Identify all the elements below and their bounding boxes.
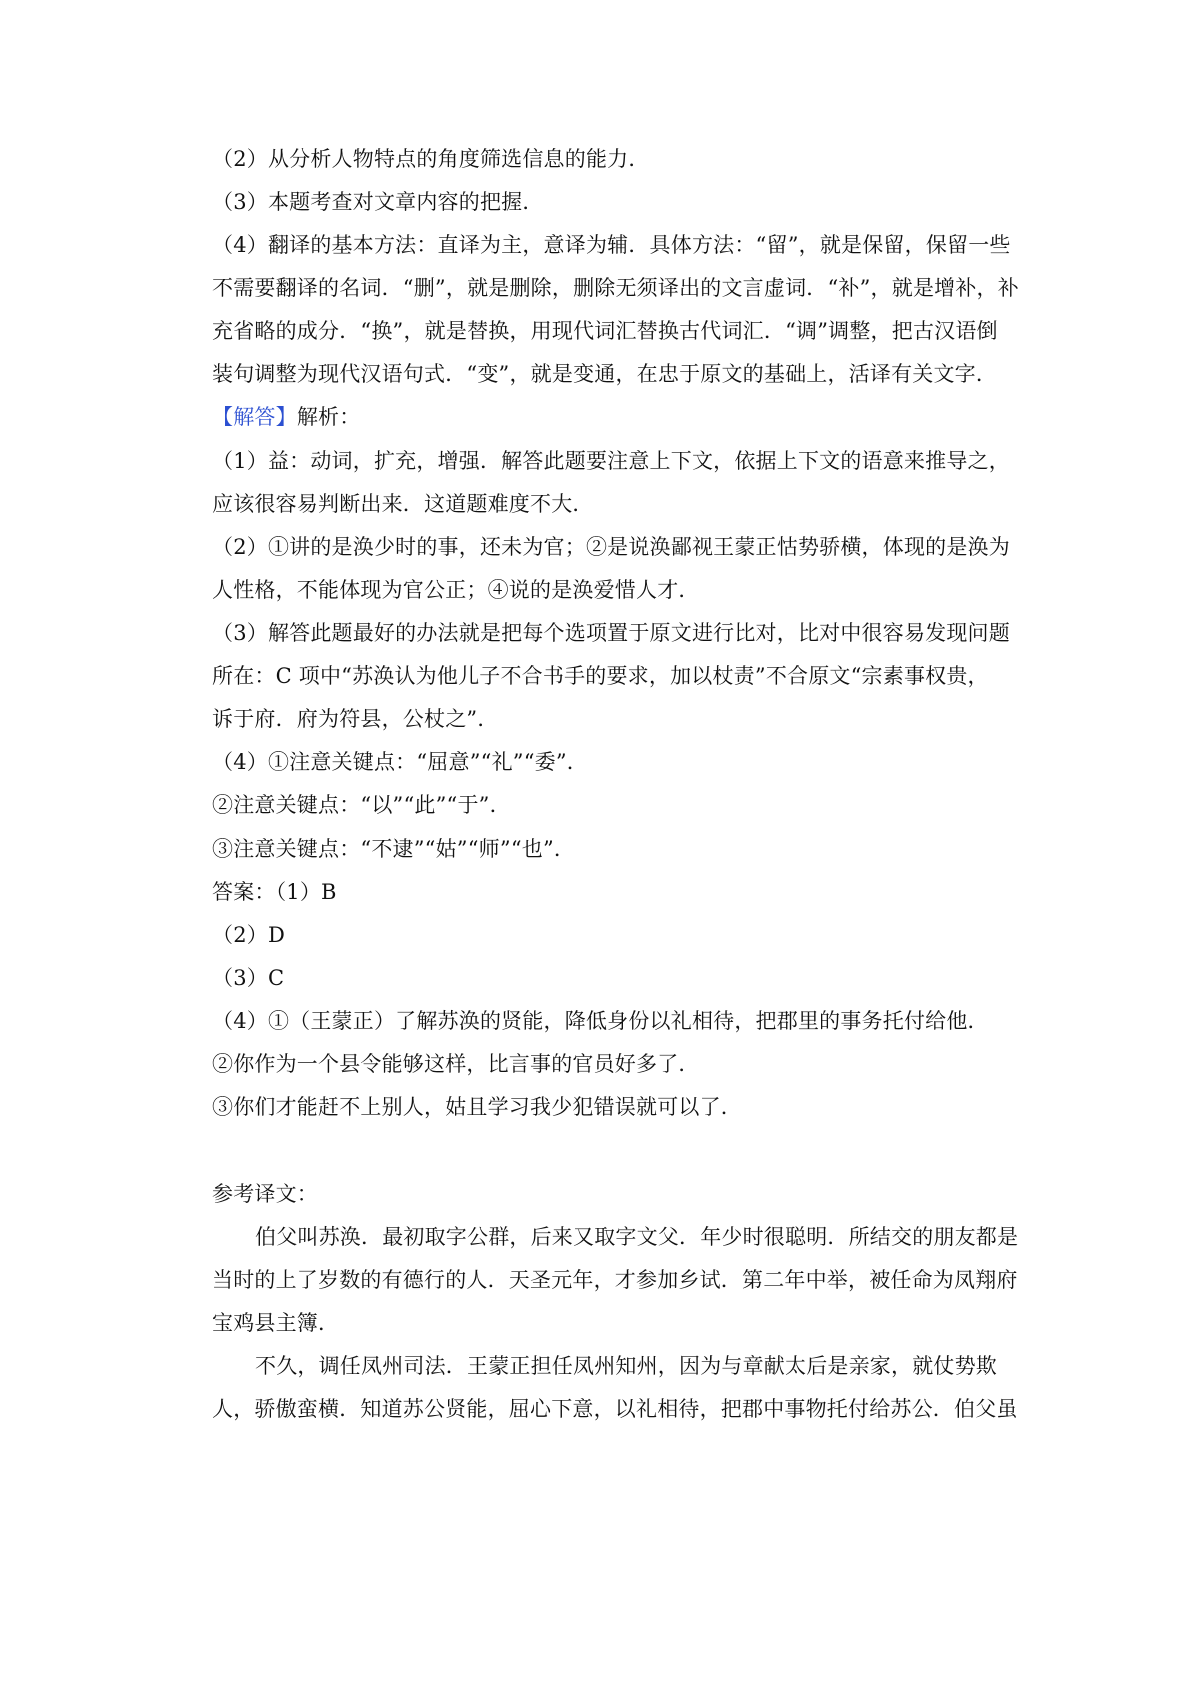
final-answer-4-line: ②你作为一个县令能够这样，比言事的官员好多了． [212, 1052, 700, 1076]
analysis-item-4-line: 充省略的成分．“换”，就是替换，用现代词汇替换古代词汇．“调”调整，把古汉语倒 [212, 319, 998, 343]
answer-p4-line: （4）①注意关键点：“屈意”“礼”“委”． [212, 750, 588, 774]
translation-para2-line: 人，骄傲蛮横．知道苏公贤能，屈心下意，以礼相待，把郡中事物托付给苏公．伯父虽 [212, 1397, 1018, 1421]
final-answer-4-line: ③你们才能赶不上别人，姑且学习我少犯错误就可以了． [212, 1095, 742, 1119]
answer-p3-line: 所在：C 项中“苏涣认为他儿子不合书手的要求，加以杖责”不合原文“宗素事权贵， [212, 664, 989, 688]
answer-p4-line: ③注意关键点：“不逮”“姑”“师”“也”． [212, 837, 576, 861]
translation-heading: 参考译文： [212, 1182, 318, 1206]
final-answer-3: （3）C [212, 966, 285, 990]
analysis-item-2: （2）从分析人物特点的角度筛选信息的能力． [212, 147, 650, 171]
answer-p3-line: （3）解答此题最好的办法就是把每个选项置于原文进行比对，比对中很容易发现问题 [212, 621, 1010, 645]
answer-p1-line: 应该很容易判断出来．这道题难度不大． [212, 492, 594, 516]
answer-p2-line: 人性格，不能体现为官公正；④说的是涣爱惜人才． [212, 578, 700, 602]
answer-label: 解析： [296, 405, 361, 429]
translation-para2-line: 不久，调任凤州司法．王蒙正担任凤州知州，因为与章献太后是亲家，就仗势欺 [255, 1354, 997, 1378]
analysis-item-4-line: 装句调整为现代汉语句式．“变”，就是变通，在忠于原文的基础上，活译有关文字． [212, 362, 998, 386]
analysis-item-3: （3）本题考查对文章内容的把握． [212, 190, 544, 214]
answer-p3-line: 诉于府．府为符县，公杖之”． [212, 707, 499, 731]
translation-para1-line: 当时的上了岁数的有德行的人．天圣元年，才参加乡试．第二年中举，被任命为凤翔府 [212, 1268, 1018, 1292]
answer-header [212, 402, 1012, 432]
analysis-item-4-line: （4）翻译的基本方法：直译为主，意译为辅．具体方法：“留”，就是保留，保留一些 [212, 233, 1011, 257]
answer-tag: 【解答】 [212, 405, 297, 429]
analysis-item-4-line: 不需要翻译的名词．“删”，就是删除，删除无须译出的文言虚词．“补”，就是增补，补 [212, 276, 1019, 300]
answer-p4-line: ②注意关键点：“以”“此”“于”． [212, 793, 511, 817]
answer-p2-line: （2）①讲的是涣少时的事，还未为官；②是说涣鄙视王蒙正怙势骄横，体现的是涣为 [212, 535, 1010, 559]
translation-para1-line: 宝鸡县主簿． [212, 1311, 340, 1335]
answer-p1-line: （1）益：动词，扩充，增强．解答此题要注意上下文，依据上下文的语意来推导之， [212, 449, 1010, 473]
final-answer-2: （2）D [212, 923, 285, 947]
translation-para1-line: 伯父叫苏涣．最初取字公群，后来又取字文父．年少时很聪明．所结交的朋友都是 [255, 1225, 1019, 1249]
final-answer-1: 答案：（1）B [212, 880, 337, 904]
final-answer-4-line: （4）①（王蒙正）了解苏涣的贤能，降低身份以礼相待，把郡里的事务托付给他． [212, 1009, 989, 1033]
